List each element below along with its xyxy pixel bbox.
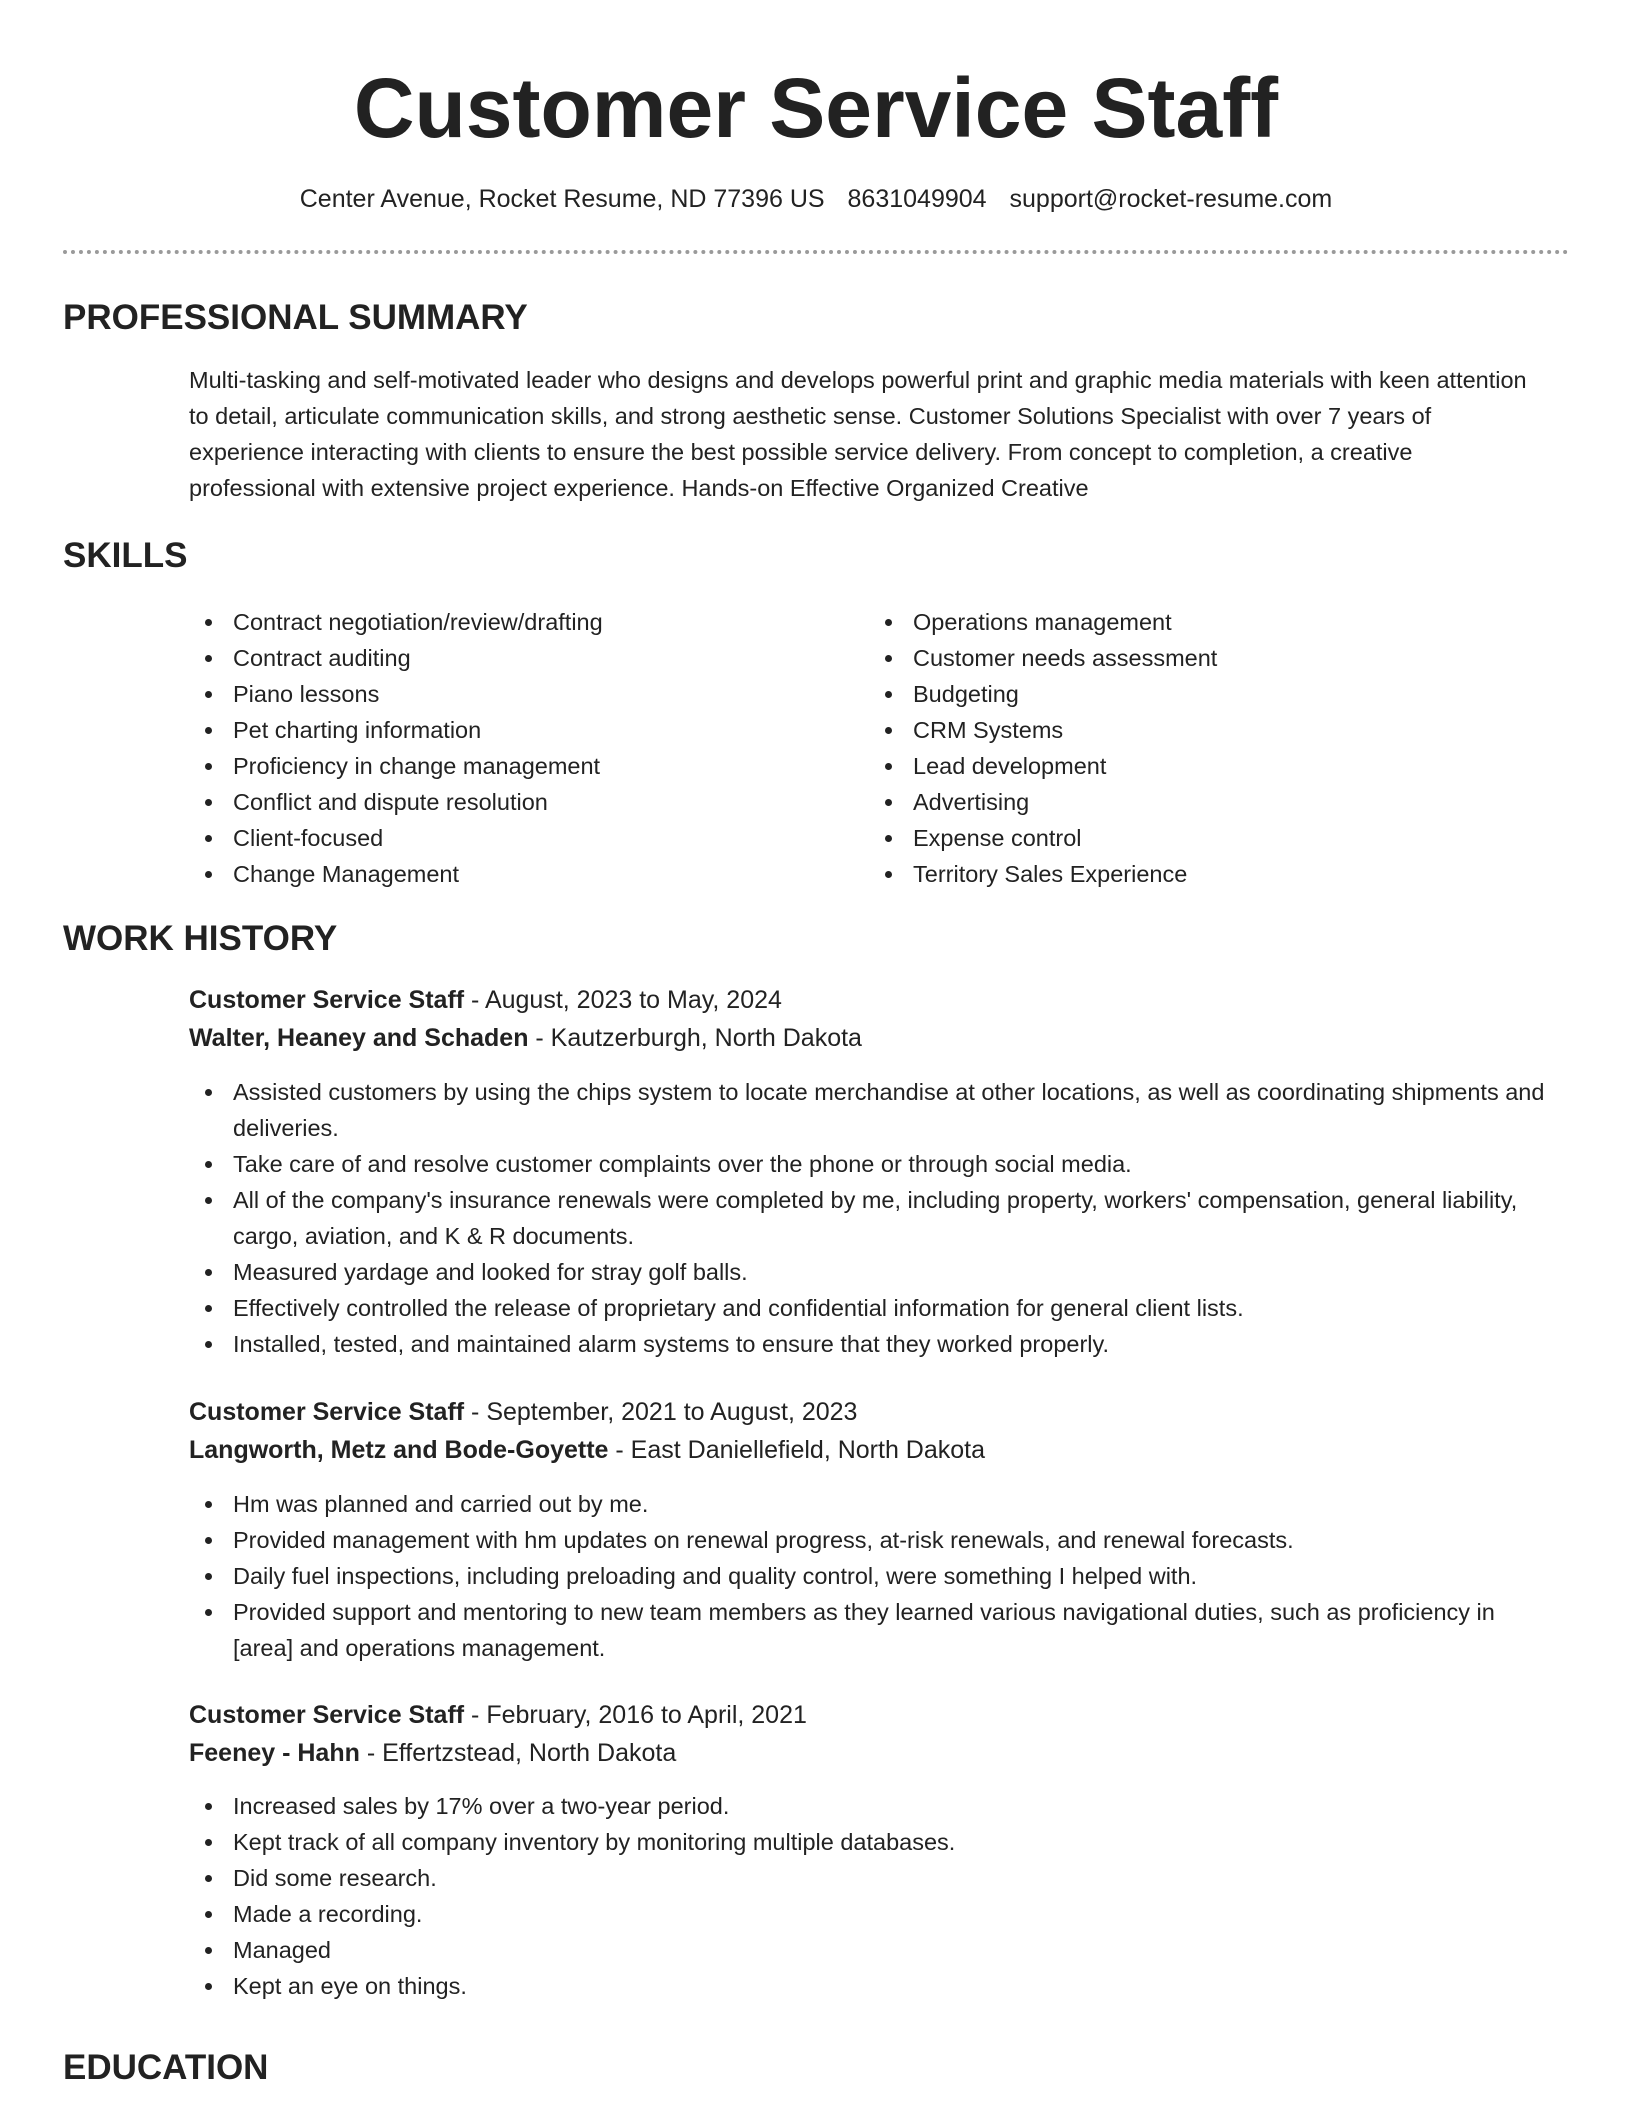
job-duty: Installed, tested, and maintained alarm systems to ensure that they worked properly. bbox=[189, 1326, 1559, 1362]
summary-heading: PROFESSIONAL SUMMARY bbox=[63, 298, 528, 337]
skill-item: Operations management bbox=[869, 604, 1529, 640]
job-location: - East Daniellefield, North Dakota bbox=[608, 1436, 986, 1464]
job-company-line bbox=[189, 1432, 1549, 1468]
job-title-line bbox=[189, 1394, 1549, 1430]
skill-item: Pet charting information bbox=[189, 712, 849, 748]
job-duty: Managed bbox=[189, 1932, 1559, 1968]
contact-email: support@rocket-resume.com bbox=[1009, 185, 1333, 213]
skills-list-left bbox=[189, 604, 849, 892]
contact-phone: 8631049904 bbox=[847, 185, 987, 213]
job-duty: Provided management with hm updates on renewal progress, at-risk renewals, and renewal forecasts. bbox=[189, 1522, 1559, 1558]
summary-text: Multi-tasking and self-motivated leader who designs and develops powerful print and graphic media materials with keen attention to detail, articulate communication skills, and strong aesthetic sense. Customer Solutions Specialist with over 7 years of experience interacting with clients to ensure the best possible service delivery. From concept to completion, a creative professional with extensive project experience. Hands-on Effective Organized Creative bbox=[189, 367, 1527, 501]
skill-item: Client-focused bbox=[189, 820, 849, 856]
job-duty: Did some research. bbox=[189, 1860, 1559, 1896]
job-location: - Effertzstead, North Dakota bbox=[359, 1739, 677, 1767]
job-company: Walter, Heaney and Schaden bbox=[189, 1024, 529, 1052]
contact-line bbox=[0, 182, 1632, 216]
job-duties-list bbox=[189, 1788, 1559, 2004]
job-duty: Kept an eye on things. bbox=[189, 1968, 1559, 2004]
job-duties-list bbox=[189, 1486, 1559, 1666]
job-duty: Measured yardage and looked for stray golf balls. bbox=[189, 1254, 1559, 1290]
job-location: - Kautzerburgh, North Dakota bbox=[528, 1024, 862, 1052]
skill-item: Expense control bbox=[869, 820, 1529, 856]
job-duty: Hm was planned and carried out by me. bbox=[189, 1486, 1559, 1522]
job-company-line bbox=[189, 1735, 1549, 1771]
job-company: Feeney - Hahn bbox=[189, 1739, 360, 1767]
header-divider bbox=[63, 250, 1569, 254]
contact-address: Center Avenue, Rocket Resume, ND 77396 US bbox=[299, 185, 825, 213]
job-dates: - February, 2016 to April, 2021 bbox=[464, 1701, 807, 1729]
job-company: Langworth, Metz and Bode-Goyette bbox=[189, 1436, 609, 1464]
job-dates: - August, 2023 to May, 2024 bbox=[464, 986, 782, 1014]
job-dates: - September, 2021 to August, 2023 bbox=[464, 1398, 858, 1426]
job-duty: Provided support and mentoring to new team members as they learned various navigational duties, such as proficiency in [area] and operations management. bbox=[189, 1594, 1559, 1666]
job-role: Customer Service Staff bbox=[189, 1398, 465, 1426]
job-duty: Daily fuel inspections, including preloading and quality control, were something I helped with. bbox=[189, 1558, 1559, 1594]
skill-item: Customer needs assessment bbox=[869, 640, 1529, 676]
skill-item: Piano lessons bbox=[189, 676, 849, 712]
skill-item: Territory Sales Experience bbox=[869, 856, 1529, 892]
job-role: Customer Service Staff bbox=[189, 986, 465, 1014]
education-heading: EDUCATION bbox=[63, 2048, 269, 2087]
skill-item: Conflict and dispute resolution bbox=[189, 784, 849, 820]
job-duty: Effectively controlled the release of proprietary and confidential information for general client lists. bbox=[189, 1290, 1559, 1326]
skill-item: Contract auditing bbox=[189, 640, 849, 676]
job-duty: Made a recording. bbox=[189, 1896, 1559, 1932]
job-duty: Kept track of all company inventory by monitoring multiple databases. bbox=[189, 1824, 1559, 1860]
work-history-heading: WORK HISTORY bbox=[63, 919, 338, 958]
skills-heading: SKILLS bbox=[63, 536, 188, 575]
job-duty: Assisted customers by using the chips system to locate merchandise at other locations, as well as coordinating shipments and deliveries. bbox=[189, 1074, 1559, 1146]
job-role: Customer Service Staff bbox=[189, 1701, 465, 1729]
job-title-line bbox=[189, 1697, 1549, 1733]
skill-item: Contract negotiation/review/drafting bbox=[189, 604, 849, 640]
skills-list-right bbox=[869, 604, 1529, 892]
skill-item: Advertising bbox=[869, 784, 1529, 820]
skill-item: Budgeting bbox=[869, 676, 1529, 712]
skill-item: Proficiency in change management bbox=[189, 748, 849, 784]
job-company-line bbox=[189, 1020, 1549, 1056]
skill-item: Lead development bbox=[869, 748, 1529, 784]
job-duty: All of the company's insurance renewals were completed by me, including property, workers' compensation, general liability, cargo, aviation, and K & R documents. bbox=[189, 1182, 1559, 1254]
candidate-name: Customer Service Staff bbox=[353, 61, 1279, 155]
job-duties-list bbox=[189, 1074, 1559, 1362]
skill-item: CRM Systems bbox=[869, 712, 1529, 748]
skill-item: Change Management bbox=[189, 856, 849, 892]
job-duty: Take care of and resolve customer complaints over the phone or through social media. bbox=[189, 1146, 1559, 1182]
job-title-line bbox=[189, 982, 1549, 1018]
job-duty: Increased sales by 17% over a two-year period. bbox=[189, 1788, 1559, 1824]
